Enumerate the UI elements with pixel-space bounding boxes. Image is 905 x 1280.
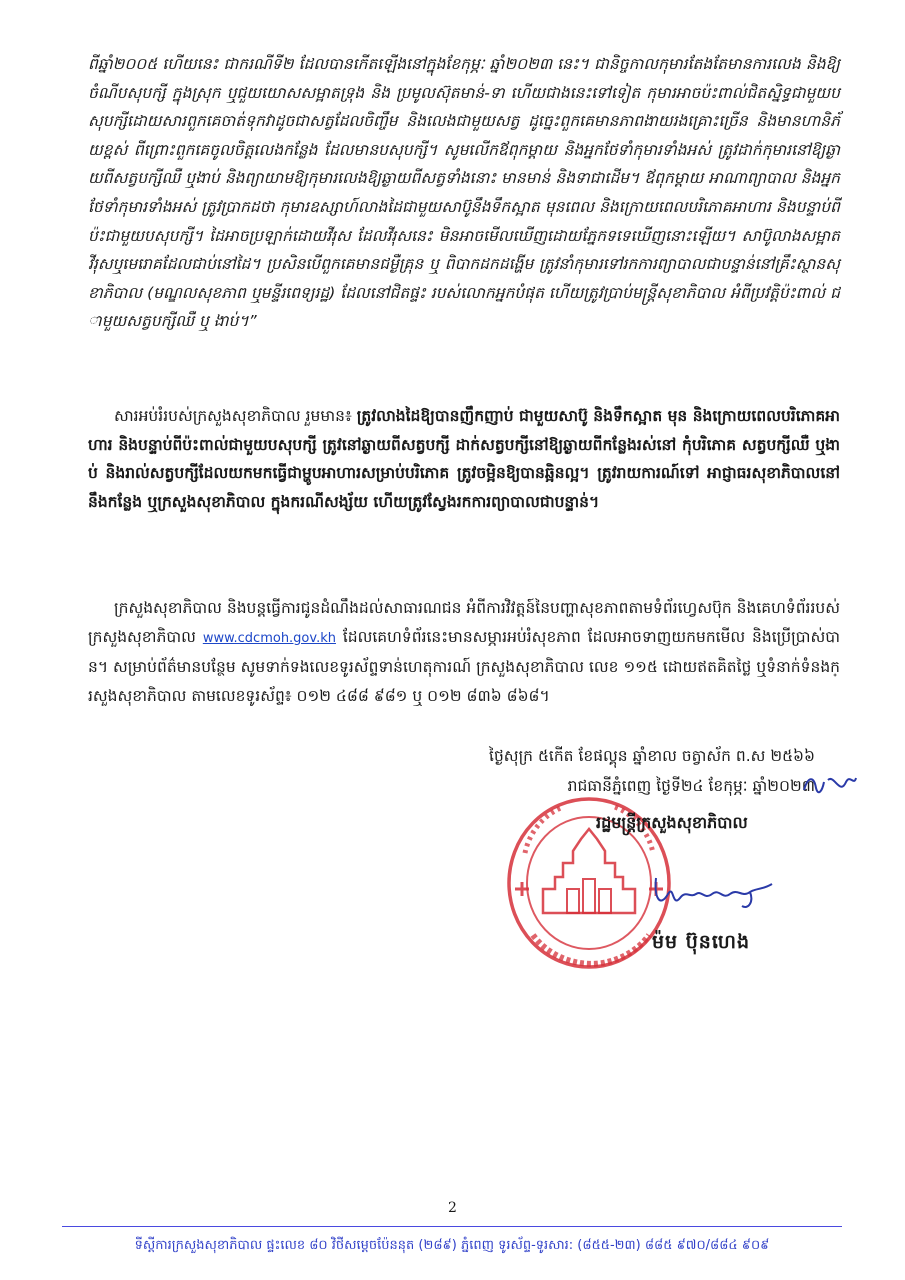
website-link[interactable]: www.cdcmoh.gov.kh xyxy=(202,630,336,646)
minister-name: ម៉ម ប៊ុនហេង xyxy=(652,931,751,953)
lunar-date: ថ្ងៃសុក្រ ៥កើត ខែផល្គុន ឆ្នាំខាល ចត្វាស័ក ព.ស ២៥៦៦ xyxy=(489,747,815,765)
footer-divider xyxy=(62,1226,842,1227)
page-number: 2 xyxy=(448,1200,457,1216)
education-lead: សារអប់រំរបស់ក្រសួងសុខាភិបាល រួមមាន៖ xyxy=(114,407,357,425)
solar-date: រាជធានីភ្នំពេញ ថ្ងៃទី២៤ ខែកុម្ភៈ ឆ្នាំ២០២៣ xyxy=(567,777,815,795)
handwritten-signature-icon xyxy=(650,868,780,914)
footer-address: ទីស្ដីការក្រសួងសុខាភិបាល ផ្ទះលេខ ៨០ វិថីសម្ដេចប៉ែននុត (២៨៩) ភ្នំពេញ ទូរស័ព្ទ-ទូរសារ: (៨៥៥-២៣) ៨៨៥ ៩៧០/៨៨៤ ៩០៩ xyxy=(134,1238,770,1253)
education-message: ត្រូវលាងដៃឱ្យបានញឹកញាប់ ជាមួយសាប៊ូ និងទឹកស្អាត មុន និងក្រោយពេលបរិភោគអាហារ និងបន្ទាប់ពីប៉ះពាល់ជាមួយបសុបក្សី ត្រូវនៅឆ្ងាយពីសត្វបក្សី ដាក់សត្វបក្សីនៅឱ្យឆ្ងាយពីកន្លែងរស់នៅ កុំបរិភោគ សត្វបក្សីឈឺ ឬងាប់ និងរាល់សត្វបក្សីដែលយកមកធ្វើជាម្ហូបអាហារសម្រាប់បរិភោគ ត្រូវចម្អិនឱ្យបានឆ្អិនល្អ។ ត្រូវរាយការណ៍ទៅ អាជ្ញាធរសុខាភិបាលនៅនឹងកន្លែង ឬក្រសួងសុខាភិបាល ក្នុងករណីសង្ស័យ ហើយត្រូវស្វែងរកការព្យាបាលជាបន្ទាន់។ xyxy=(88,407,840,511)
minister-title: រដ្ឋមន្ត្រីក្រសួងសុខាភិបាល xyxy=(596,813,748,832)
contact-text-part2: ដែលគេហទំព័រនេះមានសម្ភារអប់រំសុខភាព ដែលអាចទាញយកមកមើល និងប្រើប្រាស់បាន។ សម្រាប់ព័ត៌មានបន្ថែម សូមទាក់ទងលេខទូរស័ព្ទទាន់ហេតុការណ៍ ក្រសួងសុខាភិបាល លេខ ១១៥ ដោយឥតគិតថ្លៃ ឬទំនាក់ទំនងក្រសួងសុខាភិបាល តាមលេខទូរស័ព្ទ៖ ០១២ ៤៨៨ ៩៨១ ឬ ០១២ ៨៣៦ ៨៦៨។ xyxy=(88,627,840,705)
body-paragraph-contact xyxy=(88,594,840,705)
contact-text-part1: ក្រសួងសុខាភិបាល និងបន្តធ្វើការជូនដំណឹងដល់សាធារណជន អំពីការវិវត្តន៍នៃបញ្ហាសុខភាពតាមទំព័រហ្វេសប៊ុក និងគេហទំព័ររបស់ក្រសួងសុខាភិបាល xyxy=(88,599,840,646)
body-paragraph-education xyxy=(88,402,840,552)
handwritten-initials-icon xyxy=(800,770,860,800)
body-paragraph-quote: ពីឆ្នាំ២០០៥ ហើយនេះ ជាករណីទី២ ដែលបានកើតឡើងនៅក្នុងខែកុម្ភៈ ឆ្នាំ២០២៣ នេះ។ ជានិច្ចកាលកុមារតែងតែមានការលេង និងឱ្យចំណីបសុបក្សី ក្នុងស្រុក ឬជួយយោសសម្អាតទ្រុង និង ប្រមូលស៊ុតមាន់-ទា ហើយជាងនេះទៅទៀត កុមារអាចប៉ះពាល់ជិតស្និទ្ធជាមួយបសុបក្សីដោយសារពួកគេចាត់ទុកវាដូចជាសត្វដែលចិញ្ចឹម និងលេងជាមួយសត្វ ដូច្នេះពួកគេមានភាពងាយរងគ្រោះច្រើន និងមានហានិភ័យខ្ពស់ ពីព្រោះពួកគេចូលចិត្តលេងកន្លែង ដែលមានបសុបក្សី។ សូមលើកឪពុកម្ដាយ និងអ្នកថែទាំកុមារទាំងអស់ ត្រូវដាក់កុមារនៅឱ្យឆ្ងាយពីសត្វបក្សីឈឺ ឬងាប់ និងព្យាយាមឱ្យកុមារលេងឱ្យឆ្ងាយពីសត្វទាំងនោះ មានមាន់ និងទាជាដើម។ ឪពុកម្ដាយ អាណាព្យាបាល និងអ្នកថែទាំកុមារទាំងអស់ ត្រូវប្រាកដថា កុមារឧស្សាហ៍លាងដៃជាមួយសាប៊ូនឹងទឹកស្អាត មុនពេល និងក្រោយពេលបរិភោគអាហារ និងបន្ទាប់ពីប៉ះជាមួយបសុបក្សី។ ដៃអាចប្រឡាក់ដោយវីរុស ដែលវីរុសនេះ មិនអាចមើលឃើញដោយភ្នែកទទេឃើញនោះឡើយ។ សាប៊ូលាងសម្អាតវីរុសឬមេរោគដែលជាប់នៅដៃ។ ប្រសិនបើពួកគេមានជម្ងឺគ្រុន ឬ ពិបាកដកដង្ហើម ត្រូវនាំកុមារទៅរកការព្យាបាលជាបន្ទាន់នៅគ្រឹះស្ថានសុខាភិបាល (មណ្ឌលសុខភាព ឬមន្ទីរពេទ្យរដ្ឋ) ដែលនៅជិតផ្ទះ របស់លោកអ្នកបំផុត ហើយត្រូវប្រាប់មន្ត្រីសុខាភិបាល អំពីប្រវត្តិប៉ះពាល់ ជាមួយសត្វបក្សីឈឺ ឬ ងាប់។” xyxy=(88,55,840,331)
